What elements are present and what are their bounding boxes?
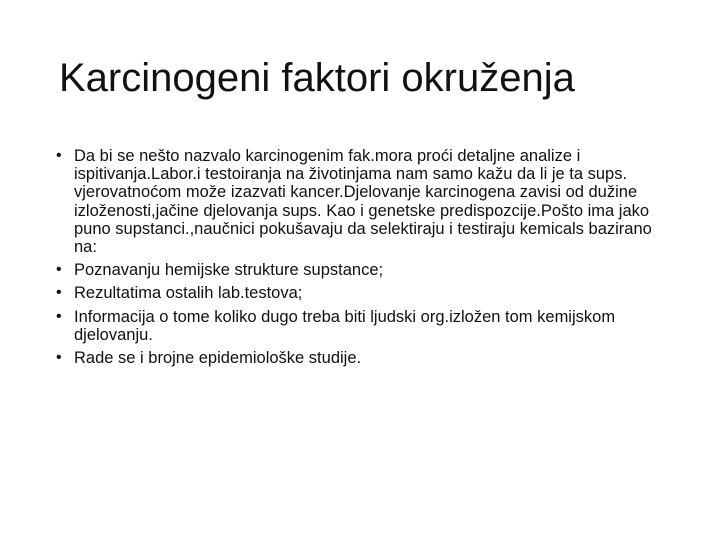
bullet-dot-icon: • (56, 261, 62, 279)
bullet-dot-icon: • (56, 349, 62, 367)
bullet-text: Informacija o tome koliko dugo treba biti ljudski org.izložen tom kemijskom djelovanju. (74, 307, 616, 344)
bullet-dot-icon: • (56, 307, 62, 325)
bullet-item (56, 261, 666, 279)
bullet-item (56, 284, 666, 302)
bullet-dot-icon: • (56, 147, 62, 164)
bullet-item (56, 147, 666, 256)
bullet-text: Rezultatima ostalih lab.testova; (74, 284, 303, 303)
bullet-dot-icon: • (56, 284, 62, 302)
bullet-text: Rade se i brojne epidemiološke studije. (74, 349, 362, 368)
slide-title: Karcinogeni faktori okruženja (59, 56, 575, 100)
bullet-item (56, 349, 666, 367)
bullet-list (56, 147, 666, 372)
bullet-item (56, 308, 666, 344)
bullet-text: Poznavanju hemijske strukture supstance; (74, 261, 384, 280)
bullet-text: Da bi se nešto nazvalo karcinogenim fak.mora proći detaljne analize i ispitivanja.Labor.i testoiranja na životinjama nam samo kažu da li je ta sups. vjerovatnoćom može izazvati kancer.Djelovanje karcinogena zavisi od dužine izloženosti,jačine djelovanja sups. Kao i genetske predispozcije.Pošto ima jako puno supstanci.,naučnici pokušavaju da selektiraju i testiraju kemicals bazirano na: (74, 147, 652, 257)
